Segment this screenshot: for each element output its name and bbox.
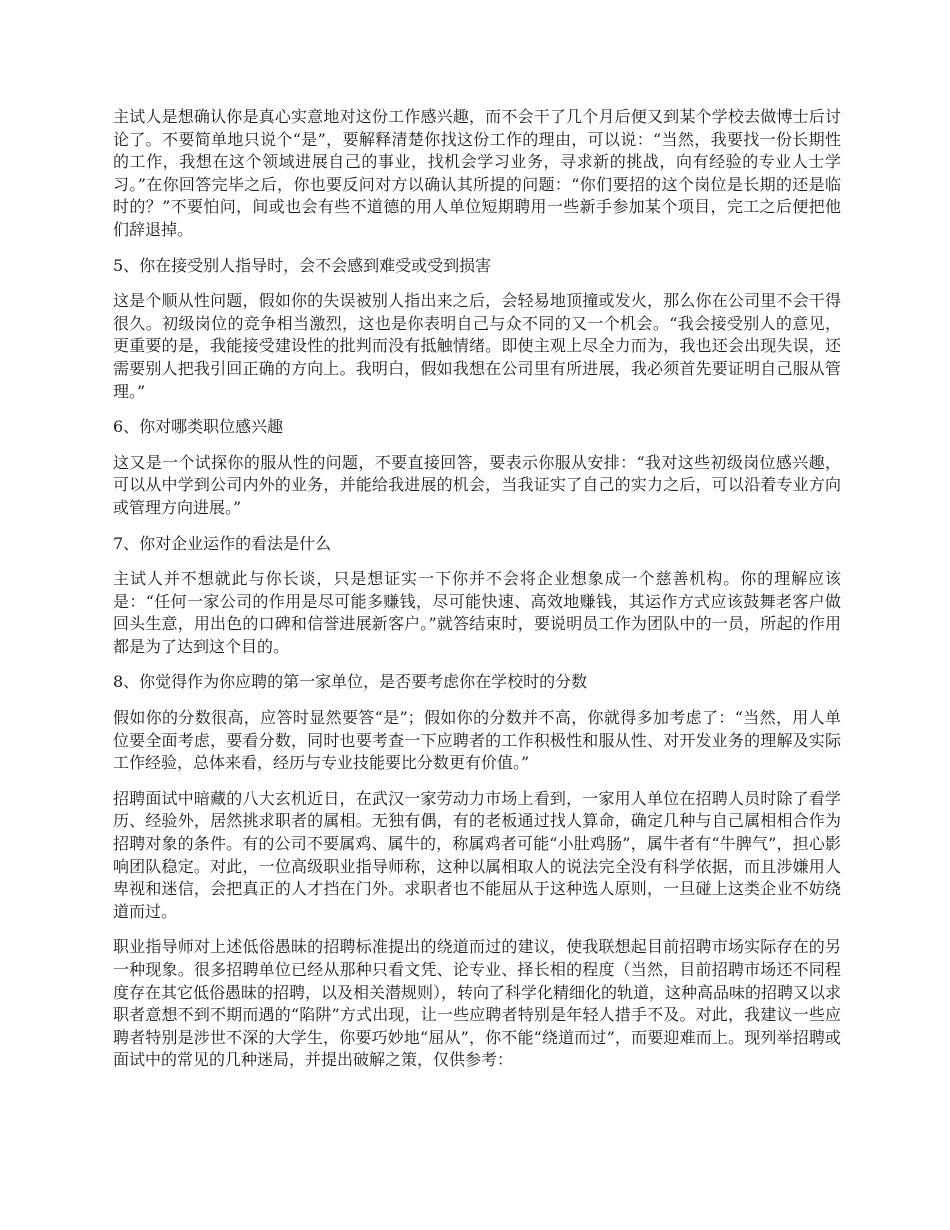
- question-5-heading: 5、你在接受别人指导时，会不会感到难受或受到损害: [113, 255, 492, 275]
- answer-5-paragraph: 这是个顺从性问题，假如你的失误被别人指出来之后，会轻易地顶撞或发火，那么你在公司里不会干得很久。初级岗位的竞争相当激烈，这也是你表明自己与众不同的又一个机会。“我会接受别人的意见，更重要的是，我能接受建设性的批判而没有抵触情绪。即使主观上尽全力而为，我也还会出现失误，还需要别人把我引回正确的方向上。我明白，假如我想在公司里有所进展，我必须首先要证明自己服从管理。”: [113, 291, 841, 401]
- zodiac-hiring-paragraph: 招聘面试中暗藏的八大玄机近日，在武汉一家劳动力市场上看到，一家用人单位在招聘人员时除了看学历、经验外，居然挑求职者的属相。无独有偶，有的老板通过找人算命，确定几种与自己属相相合作为招聘对象的条件。有的公司不要属鸡、属牛的，称属鸡者可能“小肚鸡肠”，属牛者有“牛脾气”，担心影响团队稳定。对此，一位高级职业指导师称，这种以属相取人的说法完全没有科学依据，而且涉嫌用人卑视和迷信，会把真正的人才挡在门外。求职者也不能屈从于这种选人原则，一旦碰上这类企业不妨绕道而过。: [113, 788, 841, 921]
- answer-8-paragraph: 假如你的分数很高，应答时显然要答“是”；假如你的分数并不高，你就得多加考虑了：“当然，用人单位要全面考虑，要看分数，同时也要考查一下应聘者的工作积极性和服从性、对开发业务的理解及实际工作经验，总体来看，经历与专业技能要比分数更有价值。”: [113, 708, 841, 773]
- question-7-heading: 7、你对企业运作的看法是什么: [113, 533, 332, 553]
- advice-paragraph: 职业指导师对上述低俗愚昧的招聘标准提出的绕道而过的建议，使我联想起目前招聘市场实际存在的另一种现象。很多招聘单位已经从那种只看文凭、论专业、择长相的程度（当然，目前招聘市场还不同程度存在其它低俗愚昧的招聘，以及相关潜规则），转向了科学化精细化的轨道，这种高品味的招聘又以求职者意想不到不期而遇的“陷阱”方式出现，让一些应聘者特别是年轻人措手不及。对此，我建议一些应聘者特别是涉世不深的大学生，你要巧妙地“屈从”，你不能“绕道而过”，而要迎难而上。现列举招聘或面试中的常见的几种迷局，并提出破解之策，仅供参考：: [113, 937, 842, 1070]
- document-body: [113, 106, 841, 1085]
- answer-7-paragraph: 主试人并不想就此与你长谈，只是想证实一下你并不会将企业想象成一个慈善机构。你的理解应该是：“任何一家公司的作用是尽可能多赚钱，尽可能快速、高效地赚钱，其运作方式应该鼓舞老客户做回头生意，用出色的口碑和信誉进展新客户。”就答结束时，要说明员工作为团队中的一员，所起的作用都是为了达到这个目的。: [113, 569, 841, 656]
- intro-paragraph: 主试人是想确认你是真心实意地对这份工作感兴趣，而不会干了几个月后便又到某个学校去做博士后讨论了。不要简单地只说个“是”，要解释清楚你找这份工作的理由，可以说：“当然，我要找一份长期性的工作，我想在这个领域进展自己的事业，找机会学习业务，寻求新的挑战，向有经验的专业人士学习。”在你回答完毕之后，你也要反问对方以确认其所提的问题：“你们要招的这个岗位是长期的还是临时的？”不要怕问，间或也会有些不道德的用人单位短期聘用一些新手参加某个项目，完工之后便把他们辞退掉。: [113, 107, 841, 239]
- question-8-heading: 8、你觉得作为你应聘的第一家单位，是否要考虑你在学校时的分数: [113, 672, 588, 692]
- answer-6-paragraph: 这又是一个试探你的服从性的问题，不要直接回答，要表示你服从安排：“我对这些初级岗位感兴趣，可以从中学到公司内外的业务，并能给我进展的机会，当我证实了自己的实力之后，可以沿着专业方向或管理方向进展。”: [113, 452, 841, 517]
- question-6-heading: 6、你对哪类职位感兴趣: [113, 417, 284, 437]
